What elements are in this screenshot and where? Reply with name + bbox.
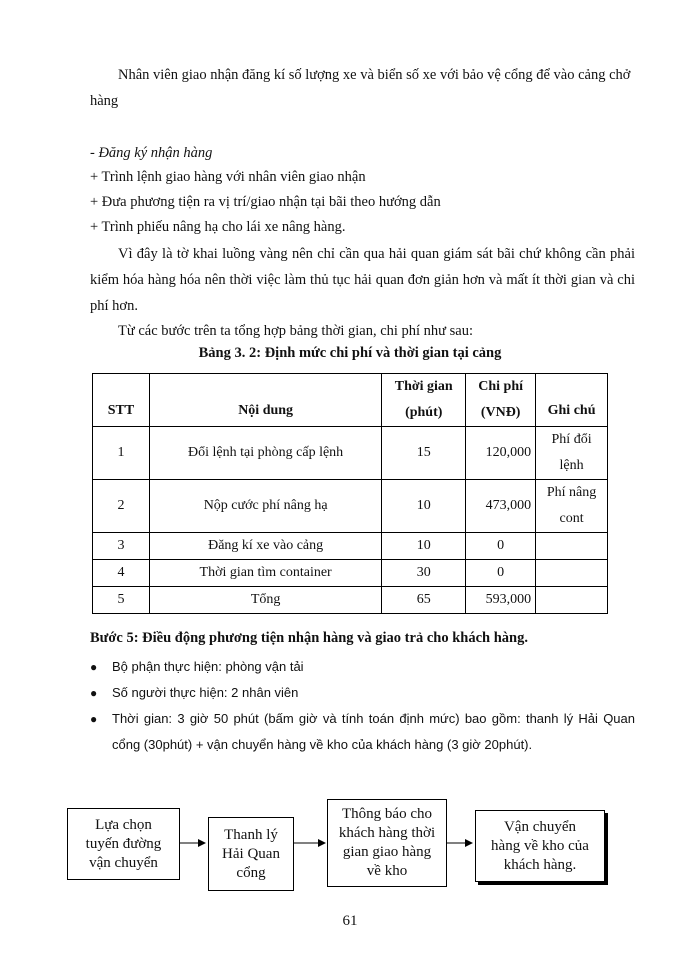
cell-content: Đăng kí xe vào cảng xyxy=(149,533,381,560)
step-bullet-1: + Trình lệnh giao hàng với nhân viên giao nhận xyxy=(90,169,366,185)
header-note: Ghi chú xyxy=(536,374,608,427)
list-item: ● Bộ phận thực hiện: phòng vận tải xyxy=(90,654,635,680)
cell-stt: 5 xyxy=(93,587,150,614)
heading-receive-goods: - Đăng ký nhận hàng xyxy=(90,145,213,161)
step-bullet-2: + Đưa phương tiện ra vị trí/giao nhận tại bãi theo hướng dẫn xyxy=(90,194,441,210)
cell-stt: 1 xyxy=(93,427,150,480)
paragraph-registration: Nhân viên giao nhận đăng kí số lượng xe và biển số xe với bảo vệ cổng để vào cảng chở hàng xyxy=(90,67,631,109)
cell-time: 10 xyxy=(382,480,466,533)
header-content: Nội dung xyxy=(149,374,381,427)
cell-stt: 3 xyxy=(93,533,150,560)
cell-content: Tổng xyxy=(149,587,381,614)
bullet-dot-icon: ● xyxy=(90,712,98,726)
table-row xyxy=(93,587,608,614)
cell-time: 15 xyxy=(382,427,466,480)
cell-cost: 0 xyxy=(466,560,536,587)
cell-stt: 4 xyxy=(93,560,150,587)
cell-content: Đổi lệnh tại phòng cấp lệnh xyxy=(149,427,381,480)
cell-time: 30 xyxy=(382,560,466,587)
cell-note xyxy=(536,560,608,587)
header-cost: Chi phí (VNĐ) xyxy=(466,374,536,427)
cell-content: Nộp cước phí nâng hạ xyxy=(149,480,381,533)
step5-bullet-list xyxy=(90,654,635,758)
cell-note xyxy=(536,533,608,560)
cell-cost: 120,000 xyxy=(466,427,536,480)
cell-note xyxy=(536,587,608,614)
cell-cost: 473,000 xyxy=(466,480,536,533)
cell-note: Phí nâng cont xyxy=(536,480,608,533)
cell-time: 65 xyxy=(382,587,466,614)
list-item: ● Thời gian: 3 giờ 50 phút (bấm giờ và tính toán định mức) bao gồm: thanh lý Hải Quan cổng (30phút) + vận chuyển hàng về kho của khách hàng (3 giờ 20phút). xyxy=(90,706,635,758)
cell-stt: 2 xyxy=(93,480,150,533)
header-stt: STT xyxy=(93,374,150,427)
bullet-dot-icon: ● xyxy=(90,686,98,700)
flow-box-transport-to-warehouse: Vận chuyển hàng về kho của khách hàng. xyxy=(475,810,605,882)
step5-heading: Bước 5: Điều động phương tiện nhận hàng và giao trả cho khách hàng. xyxy=(90,630,528,646)
header-time: Thời gian (phút) xyxy=(382,374,466,427)
cell-time: 10 xyxy=(382,533,466,560)
table-row xyxy=(93,560,608,587)
cell-content: Thời gian tìm container xyxy=(149,560,381,587)
cell-cost: 0 xyxy=(466,533,536,560)
table-row xyxy=(93,427,608,480)
flow-box-customs-clearance: Thanh lý Hải Quan cổng xyxy=(208,817,294,891)
page-number: 61 xyxy=(342,913,358,929)
cell-note: Phí đổi lệnh xyxy=(536,427,608,480)
paragraph-customs: Vì đây là tờ khai luồng vàng nên chỉ cần qua hải quan giám sát bãi chứ không cần phải kiểm hóa hàng hóa nên thời việc làm thủ tục hải quan đơn giản hơn và mất ít thời gian và chi phí hơn. xyxy=(90,246,635,314)
table-row xyxy=(93,533,608,560)
table-row xyxy=(93,480,608,533)
table-caption: Bảng 3. 2: Định mức chi phí và thời gian tại cảng xyxy=(198,345,502,361)
list-item: ● Số người thực hiện: 2 nhân viên xyxy=(90,680,635,706)
flow-box-notify-customer: Thông báo cho khách hàng thời gian giao hàng về kho xyxy=(327,799,447,887)
paragraph-summary-intro: Từ các bước trên ta tổng hợp bảng thời gian, chi phí như sau: xyxy=(118,323,474,339)
table-header-row xyxy=(93,374,608,427)
step-bullet-3: + Trình phiếu nâng hạ cho lái xe nâng hàng. xyxy=(90,219,346,235)
bullet-dot-icon: ● xyxy=(90,660,98,674)
cost-time-table xyxy=(92,373,608,614)
flow-box-select-route: Lựa chọn tuyến đường vận chuyển xyxy=(67,808,180,880)
cell-cost: 593,000 xyxy=(466,587,536,614)
